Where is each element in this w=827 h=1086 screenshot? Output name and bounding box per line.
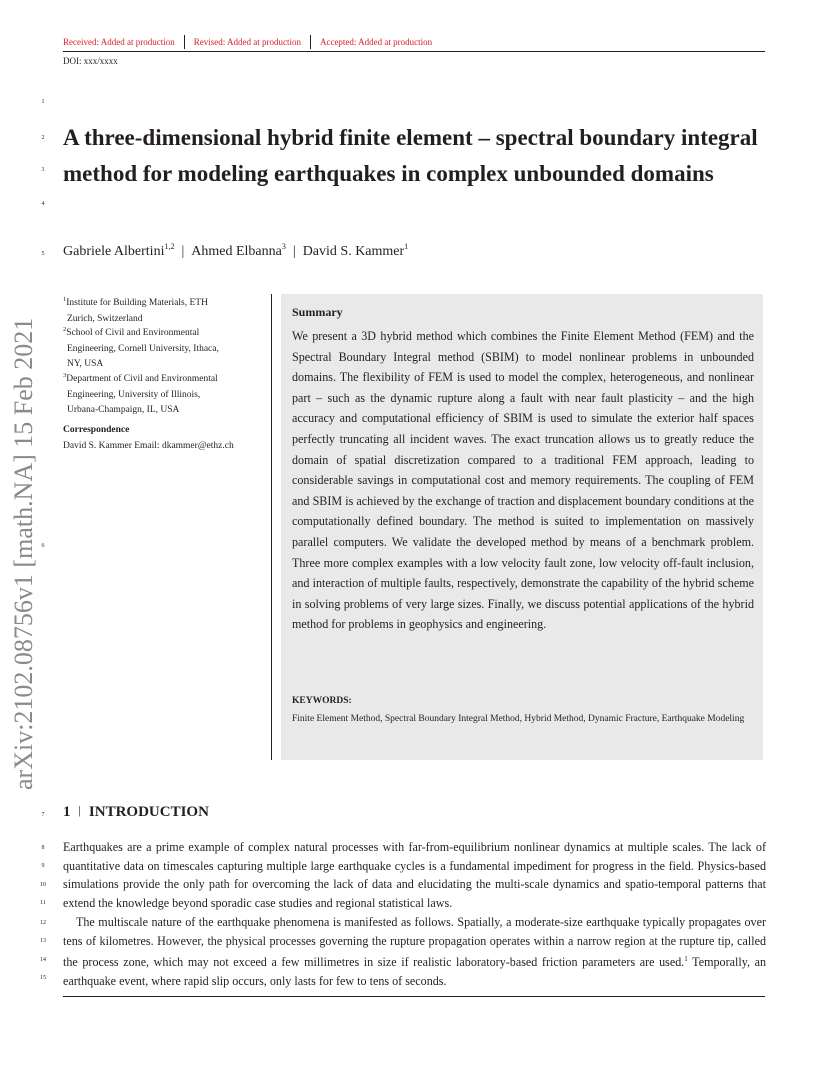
affiliation-number: 2	[63, 326, 67, 333]
line-number: 12	[40, 920, 46, 926]
publication-header	[63, 35, 432, 49]
line-number: 11	[40, 900, 46, 906]
affiliation-text: School of Civil and Environmental	[66, 328, 200, 339]
affiliation	[63, 322, 268, 373]
line-number: 9	[41, 863, 45, 869]
column-divider	[271, 294, 272, 760]
line-number: 6	[41, 543, 45, 549]
author-name: David S. Kammer	[302, 244, 405, 259]
paragraph	[63, 913, 766, 991]
line-number: 4	[41, 201, 45, 207]
summary-text: We present a 3D hybrid method which combines the Finite Element Method (FEM) and the Spectral Boundary Integral method (SBIM) to model nonlinear problems in unbounded domains. The flexibility of FEM is used to model the complex, heterogeneous, and nonlinear part – such as the dynamic rupture along a fault with near fault plasticity – and the high accuracy and computational efficiency of SBIM is used to simulate the exterior half spaces perfectly truncating all incident waves. The exact truncation allows us to greatly reduce the domain of spatial discretization compared to a traditional FEM approach, leading to considerable savings in computational cost and memory requirements. The coupling of FEM and SBIM is achieved by the exchange of traction and displacement boundary conditions at the computationally defined boundary. The method is suited to implementation on massively parallel computers. We validate the developed method by means of a benchmark problem. Three more complex examples with a low velocity fault zone, low velocity off-fault inclusion, and interaction of multiple faults, respectively, demonstrate the capability of the hybrid scheme in solving problems of very large sizes. Finally, we discuss potential applications of the hybrid method for problems in geophysics and engineering.	[292, 329, 754, 632]
received-date: Received: Added at production	[63, 37, 175, 47]
author-separator: |	[292, 244, 296, 259]
author-list	[63, 242, 408, 260]
doi: DOI: xxx/xxxx	[63, 56, 118, 66]
section-title: INTRODUCTION	[88, 804, 209, 820]
affiliation	[63, 368, 268, 419]
author-name: Ahmed Elbanna	[191, 244, 282, 259]
affiliation-text: NY, USA	[67, 359, 104, 370]
section-number: 1	[63, 804, 71, 820]
section-heading	[63, 803, 209, 821]
author-separator: |	[181, 244, 185, 259]
affiliation-number: 1	[63, 296, 67, 303]
paragraph-text: The multiscale nature of the earthquake phenomena is manifested as follows. Spatially, a moderate-size earthquake typically propagates over tens of kilometres. However, the physical processes governing the rupture propagation operates within a narrow region at the rupture tip, called the process zone, which may not exceed a few millimetres in size if realistic laboratory-based friction parameters are used.	[63, 914, 766, 970]
keywords-heading: KEYWORDS:	[292, 696, 352, 706]
affiliation-text: Department of Civil and Environmental	[66, 374, 218, 385]
header-divider	[310, 35, 311, 49]
line-number: 5	[41, 251, 45, 257]
affiliation-number: 3	[63, 372, 67, 379]
line-number: 3	[41, 167, 45, 173]
header-divider	[184, 35, 185, 49]
accepted-date: Accepted: Added at production	[319, 37, 433, 47]
header-rule	[63, 51, 765, 52]
line-number: 13	[40, 938, 46, 944]
arxiv-stamp: arXiv:2102.08756v1 [math.NA] 15 Feb 2021	[9, 317, 38, 790]
affiliation-text: Institute for Building Materials, ETH	[66, 298, 208, 309]
affiliation-text: Zurich, Switzerland	[67, 313, 143, 324]
author-name: Gabriele Albertini	[63, 244, 165, 259]
author-affiliation: 1,2	[164, 242, 175, 251]
affiliation-text: Engineering, Cornell University, Ithaca,	[67, 343, 219, 354]
line-number: 1	[41, 99, 45, 105]
line-number: 10	[40, 882, 46, 888]
correspondence-text: David S. Kammer Email: dkammer@ethz.ch	[63, 441, 234, 451]
keywords-text: Finite Element Method, Spectral Boundary Integral Method, Hybrid Method, Dynamic Fracture, Earthquake Modeling	[292, 714, 745, 724]
line-number: 7	[41, 812, 45, 818]
affiliation-text: Engineering, University of Illinois,	[67, 389, 201, 400]
paragraph: Earthquakes are a prime example of complex natural processes with far-from-equilibrium nonlinear dynamics at multiple scales. The lack of quantitative data on timescales capturing multiple large earthquake cycles is a fundamental impediment for progress in the field. Physics-based simulations provide the only path for overcoming the lack of data and elucidating the multi-scale dynamics and spatio-temporal patterns that extend the knowledge beyond sporadic case studies and regional statistical laws.	[63, 840, 766, 911]
affiliation-text: Urbana-Champaign, IL, USA	[67, 405, 180, 416]
line-number: 14	[40, 957, 46, 963]
correspondence-heading: Correspondence	[63, 425, 130, 435]
paper-title: A three-dimensional hybrid finite element – spectral boundary integral method for modeling earthquakes in complex unbounded domains	[63, 125, 758, 186]
revised-date: Revised: Added at production	[193, 37, 301, 47]
footer-rule	[63, 996, 765, 997]
summary-heading: Summary	[292, 305, 343, 319]
citation: 1	[684, 955, 688, 964]
paragraph-text: Temporally, an earthquake event, where rapid slip occurs, only lasts for few to tens of seconds.	[63, 955, 766, 988]
line-number: 15	[40, 975, 46, 981]
line-number: 8	[41, 845, 45, 851]
author-affiliation: 1	[404, 242, 409, 251]
line-number: 2	[41, 135, 45, 141]
section-separator: |	[78, 803, 81, 817]
body-text	[63, 838, 766, 991]
author-affiliation: 3	[281, 242, 286, 251]
